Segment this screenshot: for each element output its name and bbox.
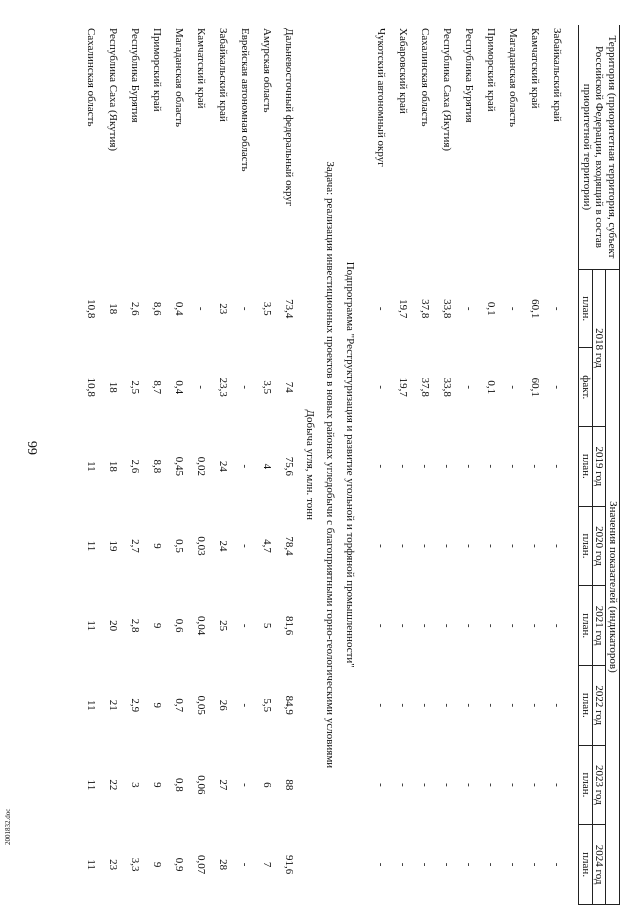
- value-cell: 3,3: [129, 857, 142, 872]
- value-cell: 18: [107, 303, 120, 315]
- value-cell: 3,5: [261, 301, 274, 316]
- value-cell: 7: [261, 861, 274, 868]
- value-cell: 18: [107, 460, 120, 472]
- value-cell: 2,6: [129, 301, 142, 316]
- value-cell: 10,8: [85, 299, 98, 319]
- indicator-title-row: [300, 25, 320, 905]
- value-cell: 24: [217, 540, 230, 552]
- value-cell: 20: [107, 620, 120, 632]
- territory-name-cell: Приморский край: [485, 28, 498, 112]
- plan-fact-subheader: план.: [579, 427, 593, 507]
- territory-name-cell: Чукотский автономный округ: [375, 28, 388, 167]
- value-cell: 60,1: [529, 377, 542, 397]
- value-cell: -: [529, 703, 542, 708]
- table-row: [546, 25, 568, 905]
- value-cell: -: [239, 544, 252, 548]
- value-cell: 0,6: [173, 618, 186, 633]
- value-cell: -: [239, 783, 252, 787]
- value-cell: 75,6: [283, 456, 296, 476]
- value-cell: -: [551, 306, 564, 311]
- table-row: [414, 25, 436, 905]
- value-cell: -: [463, 306, 476, 311]
- value-cell: -: [485, 544, 498, 548]
- plan-fact-subheader: факт.: [579, 348, 593, 427]
- value-cell: 2,9: [129, 698, 142, 713]
- value-cell: 0,06: [195, 775, 208, 795]
- value-cell: -: [397, 544, 410, 548]
- year-header: 2020 год: [592, 506, 606, 586]
- value-cell: 6: [261, 782, 274, 788]
- territory-name-cell: Еврейская автономная область: [239, 28, 252, 172]
- territory-name-cell: Забайкальский край: [551, 28, 564, 122]
- territory-column-header: Территория (приоритетная территория, субъект Российской Федерации, входящий в состав приоритетной территории): [579, 25, 620, 269]
- spacer-row: [360, 25, 370, 905]
- value-cell: -: [441, 464, 454, 469]
- value-cell: 74: [283, 381, 296, 393]
- territory-name-cell: Камчатский край: [529, 28, 542, 109]
- value-cell: 23,3: [217, 377, 230, 397]
- value-cell: -: [463, 862, 476, 867]
- value-cell: -: [507, 783, 520, 787]
- indicator-title: Добыча угля, млн. тонн: [304, 409, 317, 520]
- value-cell: -: [485, 464, 498, 469]
- plan-fact-subheader: план.: [579, 665, 593, 745]
- value-cell: 9: [151, 702, 164, 709]
- value-cell: 2,6: [129, 459, 142, 474]
- table-row: [168, 25, 190, 905]
- value-cell: -: [507, 703, 520, 708]
- value-cell: -: [419, 862, 432, 867]
- value-cell: 0,02: [195, 456, 208, 476]
- spacer-row: [568, 25, 579, 905]
- value-cell: 19,7: [397, 377, 410, 397]
- value-cell: -: [239, 464, 252, 469]
- value-cell: 22: [107, 779, 120, 791]
- territory-name-cell: Магаданская область: [507, 28, 520, 128]
- territory-name-cell: Республика Бурятия: [129, 28, 142, 123]
- value-cell: -: [529, 544, 542, 548]
- value-cell: 19: [107, 540, 120, 552]
- value-cell: -: [551, 385, 564, 390]
- territory-name-cell: Камчатский край: [195, 28, 208, 109]
- table-row: [392, 25, 414, 905]
- task-title: Задача: реализация инвестиционных проектов в новых районах угледобычи с благоприятными горно-геологическими условиями: [324, 161, 337, 769]
- value-cell: 0,1: [485, 301, 498, 316]
- territory-name-cell: Республика Саха (Якутия): [441, 28, 454, 152]
- value-cell: 84,9: [283, 695, 296, 715]
- territory-name-cell: Сахалинская область: [419, 28, 432, 127]
- value-cell: 0,9: [173, 857, 186, 872]
- value-cell: -: [397, 783, 410, 787]
- value-cell: 25: [217, 620, 230, 632]
- value-cell: 28: [217, 859, 230, 871]
- table-row: [124, 25, 146, 905]
- territory-name-cell: Хабаровский край: [397, 28, 410, 114]
- table-row: [212, 25, 234, 905]
- value-cell: 18: [107, 381, 120, 393]
- value-cell: 11: [85, 540, 98, 552]
- plan-fact-subheader: план.: [579, 745, 593, 825]
- table-row: [436, 25, 458, 905]
- value-cell: 3,5: [261, 380, 274, 395]
- value-cell: 9: [151, 543, 164, 549]
- subprogram-title: Подпрограмма "Реструктуризация и развитие угольной и торфяной промышленности": [344, 261, 357, 668]
- plan-fact-subheader: план.: [579, 586, 593, 666]
- territory-name-cell: Амурская область: [261, 28, 274, 113]
- plan-fact-subheader: план.: [579, 269, 593, 348]
- value-cell: -: [397, 862, 410, 867]
- value-cell: 0,03: [195, 536, 208, 556]
- value-cell: -: [375, 623, 388, 628]
- value-cell: -: [441, 703, 454, 708]
- value-cell: 0,5: [173, 539, 186, 553]
- value-cell: 0,04: [195, 616, 208, 636]
- task-title-row: [320, 25, 340, 905]
- value-cell: 9: [151, 622, 164, 629]
- value-cell: -: [551, 783, 564, 787]
- value-cell: 11: [85, 779, 98, 791]
- value-cell: -: [507, 862, 520, 867]
- value-cell: 8,6: [151, 301, 164, 316]
- territory-name-cell: Сахалинская область: [85, 28, 98, 127]
- value-cell: 73,4: [283, 299, 296, 319]
- footer-file-code: 2001832.doc: [4, 808, 12, 845]
- value-cell: 81,6: [283, 616, 296, 636]
- value-cell: -: [507, 544, 520, 548]
- value-cell: 2,8: [129, 618, 142, 633]
- value-cell: -: [441, 862, 454, 867]
- value-cell: 0,45: [173, 456, 186, 476]
- year-header: 2019 год: [592, 427, 606, 507]
- table-row: [190, 25, 212, 905]
- table-row: [480, 25, 502, 905]
- value-cell: 26: [217, 699, 230, 711]
- value-cell: -: [507, 464, 520, 469]
- subprogram-title-row: [340, 25, 360, 905]
- value-cell: -: [375, 783, 388, 787]
- value-cell: 4: [261, 463, 274, 470]
- value-cell: 9: [151, 861, 164, 868]
- value-cell: -: [397, 703, 410, 708]
- table-row: [458, 25, 480, 905]
- value-cell: 10,8: [85, 377, 98, 397]
- table-row: [234, 25, 256, 905]
- value-cell: -: [463, 623, 476, 628]
- value-cell: -: [195, 385, 208, 390]
- value-cell: 11: [85, 859, 98, 870]
- value-cell: -: [195, 306, 208, 311]
- year-header: 2021 год: [592, 586, 606, 666]
- table-row: [256, 25, 278, 905]
- value-cell: -: [485, 862, 498, 867]
- value-cell: -: [375, 544, 388, 548]
- value-cell: -: [485, 703, 498, 708]
- value-cell: 5: [261, 622, 274, 629]
- value-cell: 33,8: [441, 299, 454, 319]
- value-cell: 8,7: [151, 380, 164, 395]
- value-cell: -: [551, 464, 564, 469]
- value-cell: -: [375, 703, 388, 708]
- value-cell: 37,8: [419, 377, 432, 397]
- table-row: [146, 25, 168, 905]
- table-row: [278, 25, 300, 905]
- value-cell: -: [463, 464, 476, 469]
- plan-fact-subheader: план.: [579, 506, 593, 586]
- value-cell: 91,6: [283, 855, 296, 875]
- value-cell: 60,1: [529, 299, 542, 319]
- value-cell: -: [419, 623, 432, 628]
- value-cell: 33,8: [441, 377, 454, 397]
- indicators-group-header: Значения показателей (индикаторов): [606, 269, 620, 904]
- territory-name-cell: Забайкальский край: [217, 28, 230, 122]
- value-cell: 2,7: [129, 539, 142, 553]
- value-cell: -: [239, 623, 252, 628]
- territory-name-cell: Дальневосточный федеральный округ: [283, 28, 296, 207]
- value-cell: 0,1: [485, 380, 498, 395]
- value-cell: -: [529, 623, 542, 628]
- value-cell: 23: [107, 859, 120, 871]
- value-cell: -: [551, 703, 564, 708]
- value-cell: -: [507, 385, 520, 390]
- value-cell: 23: [217, 303, 230, 315]
- value-cell: -: [441, 544, 454, 548]
- value-cell: 27: [217, 779, 230, 791]
- value-cell: 21: [107, 699, 120, 711]
- value-cell: 11: [85, 620, 98, 631]
- value-cell: 0,05: [195, 695, 208, 715]
- value-cell: -: [375, 385, 388, 390]
- value-cell: -: [419, 703, 432, 708]
- value-cell: -: [419, 544, 432, 548]
- value-cell: -: [397, 623, 410, 628]
- year-header: 2018 год: [592, 269, 606, 426]
- value-cell: 0,4: [173, 380, 186, 395]
- value-cell: -: [463, 385, 476, 390]
- value-cell: 0,8: [173, 778, 186, 792]
- value-cell: 0,7: [173, 698, 186, 713]
- table-row: [524, 25, 546, 905]
- table-body: [80, 25, 579, 905]
- value-cell: 2,5: [129, 380, 142, 395]
- value-cell: -: [239, 385, 252, 390]
- year-header: 2022 год: [592, 665, 606, 745]
- value-cell: -: [419, 464, 432, 469]
- value-cell: 11: [85, 461, 98, 472]
- territory-name-cell: Республика Саха (Якутия): [107, 28, 120, 152]
- rotated-page-content: [0, 25, 620, 905]
- value-cell: -: [441, 783, 454, 787]
- value-cell: -: [239, 862, 252, 867]
- table-row: [102, 25, 124, 905]
- value-cell: -: [529, 464, 542, 469]
- value-cell: 24: [217, 460, 230, 472]
- value-cell: 8,8: [151, 459, 164, 474]
- value-cell: 9: [151, 782, 164, 788]
- value-cell: -: [485, 623, 498, 628]
- territory-name-cell: Магаданская область: [173, 28, 186, 128]
- value-cell: -: [463, 703, 476, 708]
- table-row: [502, 25, 524, 905]
- territory-name-cell: Приморский край: [151, 28, 164, 112]
- value-cell: 0,4: [173, 301, 186, 316]
- value-cell: 78,4: [283, 536, 296, 556]
- value-cell: 11: [85, 699, 98, 711]
- value-cell: 37,8: [419, 299, 432, 319]
- value-cell: -: [375, 306, 388, 311]
- value-cell: -: [507, 306, 520, 311]
- table-row: [370, 25, 392, 905]
- value-cell: -: [419, 783, 432, 787]
- year-header: 2023 год: [592, 745, 606, 825]
- value-cell: -: [529, 783, 542, 787]
- value-cell: 19,7: [397, 299, 410, 319]
- value-cell: -: [551, 623, 564, 628]
- value-cell: 0,07: [195, 855, 208, 875]
- value-cell: -: [551, 862, 564, 867]
- value-cell: 88: [283, 779, 296, 791]
- indicators-table: [80, 25, 620, 905]
- value-cell: -: [375, 862, 388, 867]
- value-cell: -: [441, 623, 454, 628]
- value-cell: -: [485, 783, 498, 787]
- value-cell: 5,5: [261, 698, 274, 713]
- value-cell: -: [375, 464, 388, 469]
- value-cell: -: [551, 544, 564, 548]
- value-cell: -: [529, 862, 542, 867]
- value-cell: -: [463, 783, 476, 787]
- value-cell: -: [397, 464, 410, 469]
- value-cell: -: [239, 306, 252, 311]
- territory-name-cell: Республика Бурятия: [463, 28, 476, 123]
- value-cell: -: [239, 703, 252, 708]
- value-cell: 4,7: [261, 539, 274, 553]
- value-cell: -: [463, 544, 476, 548]
- table-row: [80, 25, 102, 905]
- value-cell: 3: [129, 782, 142, 788]
- year-header: 2024 год: [592, 825, 606, 905]
- plan-fact-subheader: план.: [579, 825, 593, 905]
- page-number: 66: [26, 441, 41, 455]
- value-cell: -: [507, 623, 520, 628]
